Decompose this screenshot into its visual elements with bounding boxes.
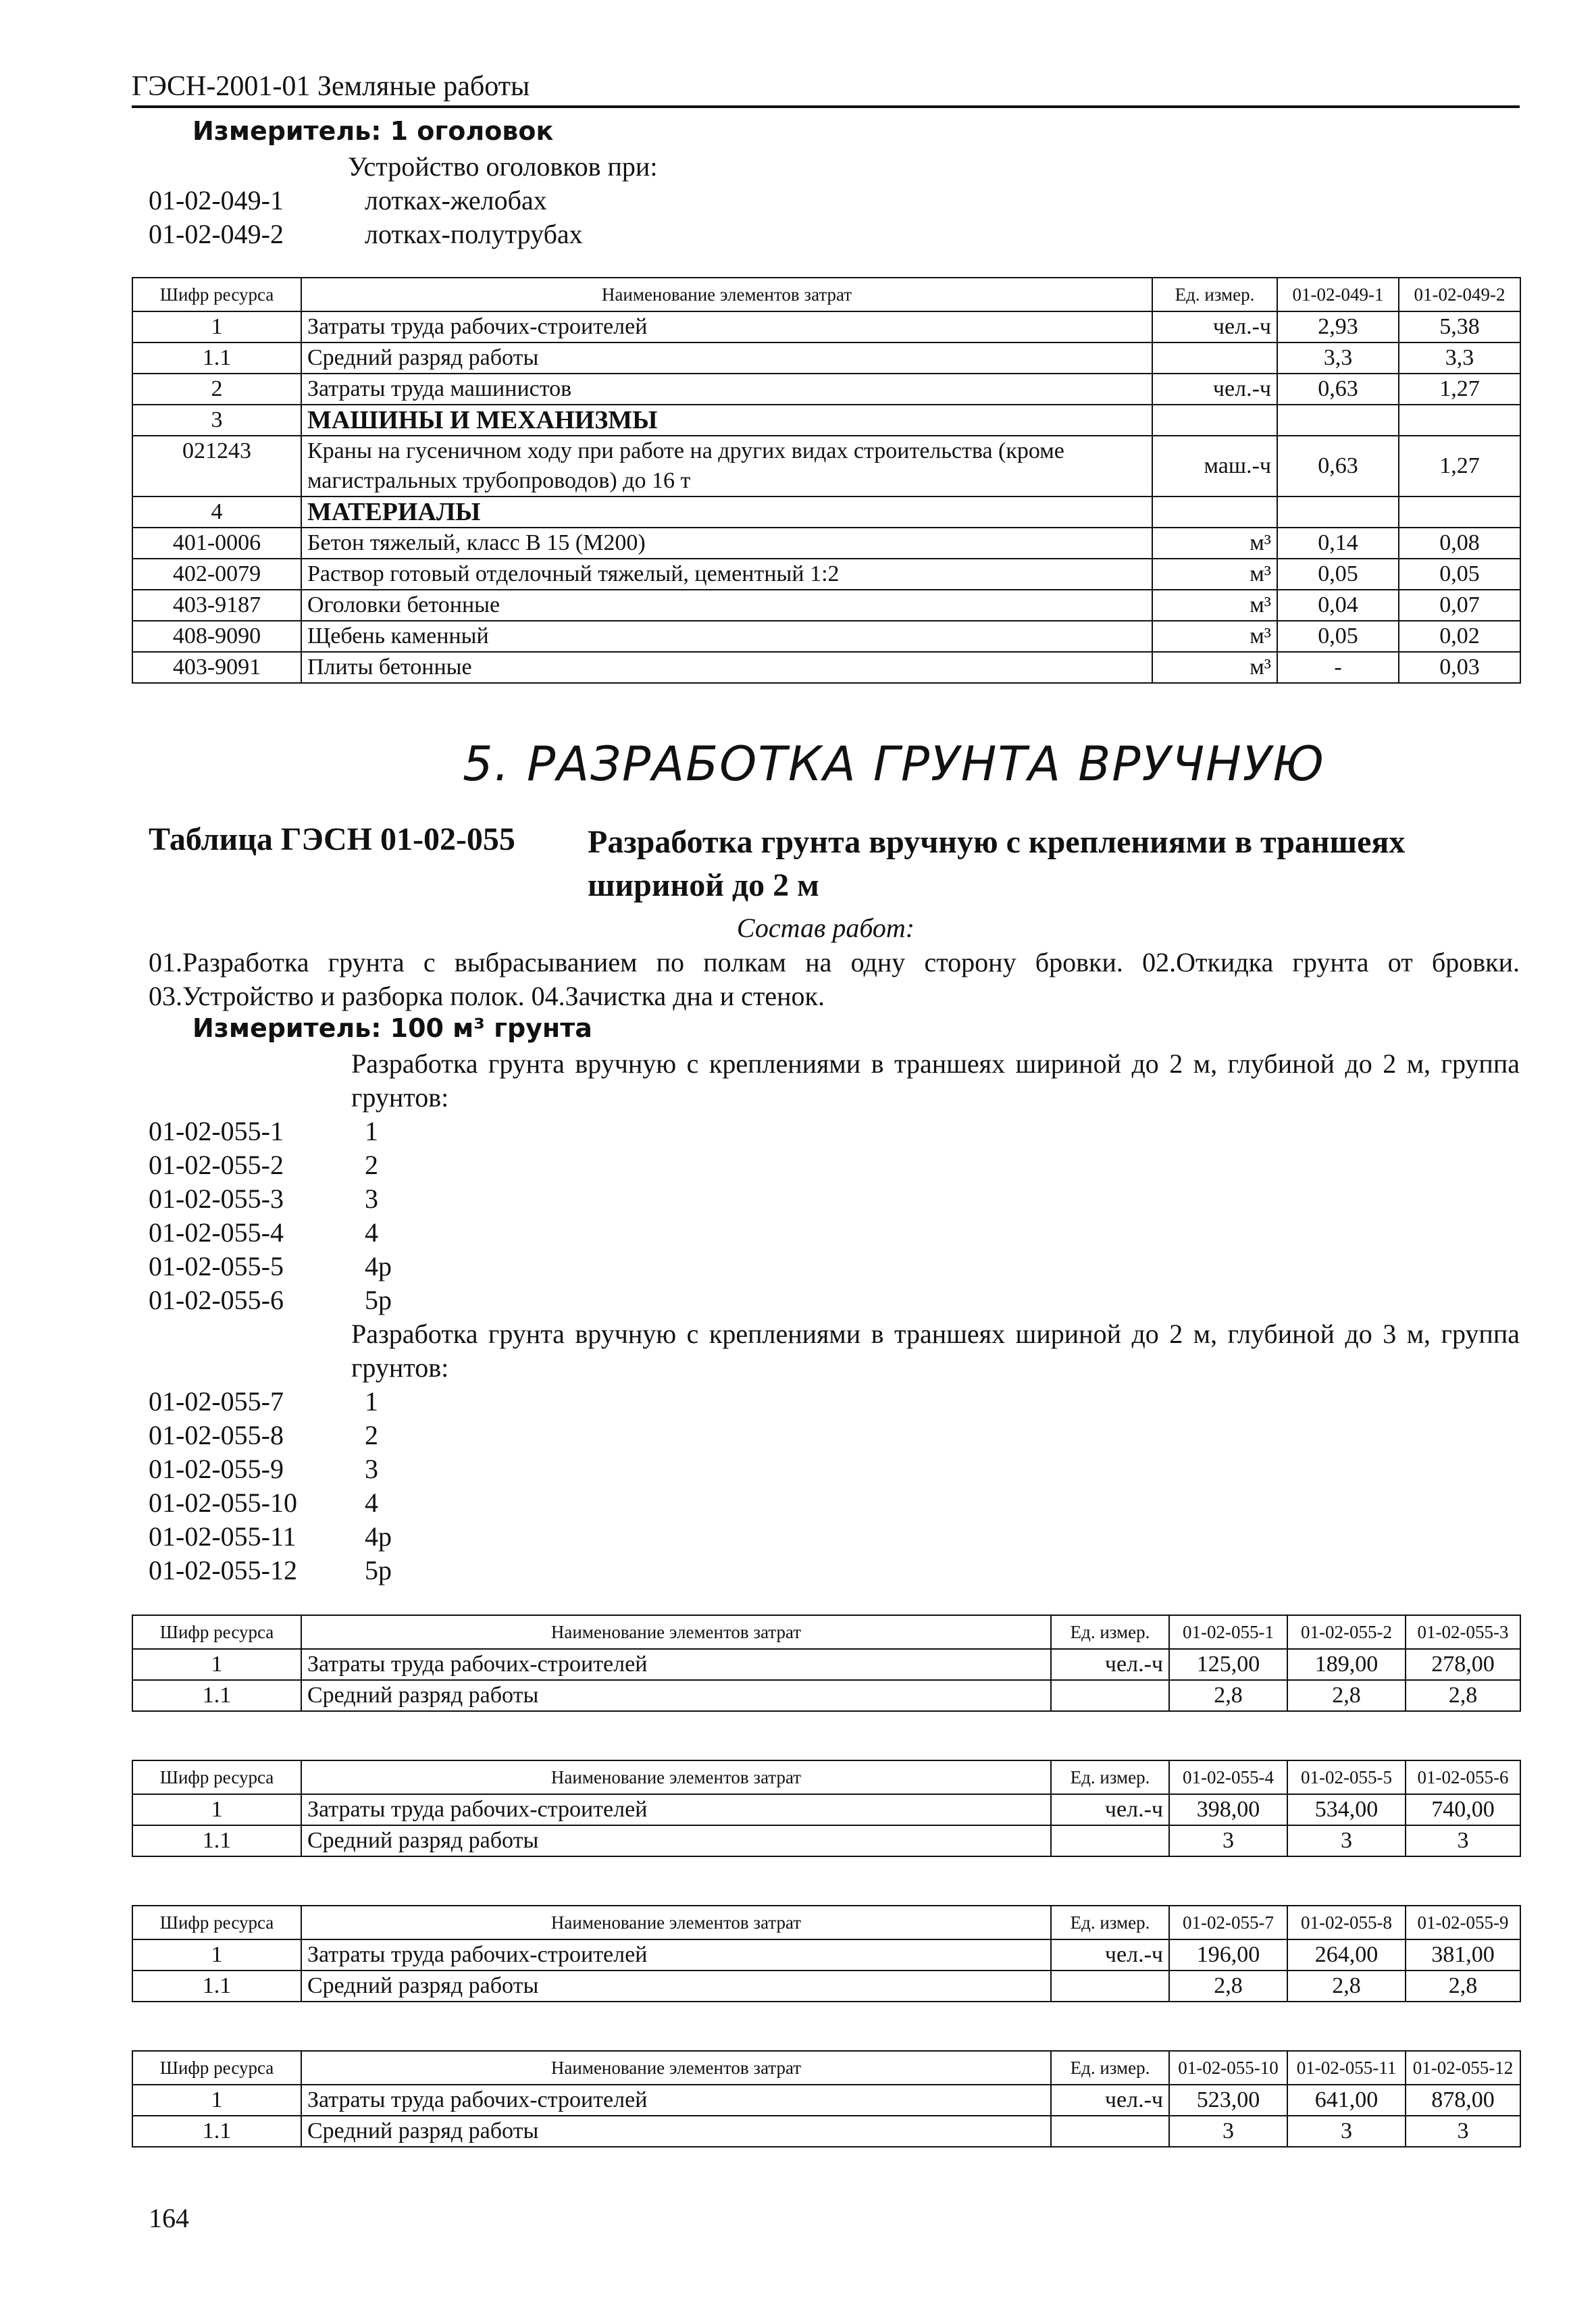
page-header: ГЭСН-2001-01 Земляные работы xyxy=(132,68,1520,108)
header-cell: Ед. измер. xyxy=(1152,278,1277,311)
table-row xyxy=(132,342,1520,374)
header-cell: 01-02-055-9 xyxy=(1406,1906,1520,1939)
resource-unit: м³ xyxy=(1152,652,1277,683)
table-header-row xyxy=(132,1760,1520,1794)
item-text: 5р xyxy=(365,1285,392,1315)
resource-value: 3 xyxy=(1406,1825,1520,1856)
resource-value: 1,27 xyxy=(1399,436,1520,497)
resource-value: 125,00 xyxy=(1169,1649,1287,1680)
resource-code: 402-0079 xyxy=(132,559,301,590)
resource-value: 2,8 xyxy=(1406,1971,1520,2002)
resource-name: Средний разряд работы xyxy=(301,1971,1051,2002)
resource-name: Средний разряд работы xyxy=(301,342,1152,374)
resource-name: Бетон тяжелый, класс В 15 (М200) xyxy=(301,528,1152,559)
resource-value: 3 xyxy=(1169,1825,1287,1856)
resource-unit: м³ xyxy=(1152,590,1277,621)
resource-code: 1.1 xyxy=(132,2116,301,2147)
resource-name: Краны на гусеничном ходу при работе на других видах строительства (кроме магистральных трубопроводов) до 16 т xyxy=(301,436,1152,497)
header-cell: 01-02-055-1 xyxy=(1169,1615,1287,1649)
table-row xyxy=(132,1794,1520,1825)
header-cell: 01-02-055-8 xyxy=(1287,1906,1406,1939)
resource-value: 0,03 xyxy=(1399,652,1520,683)
resource-value: 189,00 xyxy=(1287,1649,1406,1680)
measure-label: Измеритель: 1 оголовок xyxy=(192,116,554,146)
measure-label: Измеритель: 100 м³ грунта xyxy=(192,1013,592,1043)
table-header-row xyxy=(132,278,1520,311)
table-header-row xyxy=(132,2051,1520,2085)
resource-name: Затраты труда машинистов xyxy=(301,374,1152,405)
header-cell: Наименование элементов затрат xyxy=(301,2051,1051,2085)
resource-value: 196,00 xyxy=(1169,1939,1287,1971)
header-cell: 01-02-055-5 xyxy=(1287,1760,1406,1794)
table-row xyxy=(132,2085,1520,2116)
resource-name: Затраты труда рабочих-строителей xyxy=(301,2085,1051,2116)
resource-value: 2,8 xyxy=(1169,1680,1287,1711)
resource-name: Раствор готовый отделочный тяжелый, цементный 1:2 xyxy=(301,559,1152,590)
item-code: 01-02-049-1 xyxy=(149,185,284,215)
resource-value: 3 xyxy=(1287,2116,1406,2147)
resource-value: 0,63 xyxy=(1277,436,1399,497)
resource-value: 740,00 xyxy=(1406,1794,1520,1825)
resource-value xyxy=(1399,405,1520,436)
item-code: 01-02-055-5 xyxy=(149,1251,284,1281)
table-row xyxy=(132,559,1520,590)
resource-code: 1 xyxy=(132,1649,301,1680)
resource-value: 398,00 xyxy=(1169,1794,1287,1825)
resource-unit: чел.-ч xyxy=(1051,1794,1169,1825)
resource-value: 278,00 xyxy=(1406,1649,1520,1680)
item-text: 2 xyxy=(365,1150,378,1180)
item-code: 01-02-055-6 xyxy=(149,1285,284,1315)
table-row xyxy=(132,497,1520,528)
header-cell: 01-02-055-2 xyxy=(1287,1615,1406,1649)
resource-value: 523,00 xyxy=(1169,2085,1287,2116)
resource-code: 3 xyxy=(132,405,301,436)
header-cell: Шифр ресурса xyxy=(132,1760,301,1794)
resource-value: 3 xyxy=(1287,1825,1406,1856)
header-cell: 01-02-055-4 xyxy=(1169,1760,1287,1794)
header-cell: 01-02-055-10 xyxy=(1169,2051,1287,2085)
variant-intro: Разработка грунта вручную с креплениями в траншеях шириной до 2 м, глубиной до 2 м, группа грунтов: xyxy=(351,1048,1520,1113)
resource-unit xyxy=(1051,1971,1169,2002)
table-row xyxy=(132,1825,1520,1856)
resource-unit: маш.-ч xyxy=(1152,436,1277,497)
resource-unit: чел.-ч xyxy=(1051,2085,1169,2116)
header-cell: Ед. измер. xyxy=(1051,1906,1169,1939)
table-header-row xyxy=(132,1906,1520,1939)
resource-unit: чел.-ч xyxy=(1051,1649,1169,1680)
item-text: 1 xyxy=(365,1116,378,1146)
item-text: 3 xyxy=(365,1184,378,1214)
header-cell: 01-02-055-6 xyxy=(1406,1760,1520,1794)
resource-unit xyxy=(1051,1825,1169,1856)
header-cell: Наименование элементов затрат xyxy=(301,1760,1051,1794)
resource-value: 2,8 xyxy=(1406,1680,1520,1711)
resource-table-055-1 xyxy=(132,1615,1521,1712)
item-code: 01-02-055-2 xyxy=(149,1150,284,1180)
resource-value: 878,00 xyxy=(1406,2085,1520,2116)
intro-text: Устройство оголовков при: xyxy=(348,151,658,182)
item-text: лотках-желобах xyxy=(365,185,547,215)
resource-name: Оголовки бетонные xyxy=(301,590,1152,621)
header-cell: 01-02-055-12 xyxy=(1406,2051,1520,2085)
resource-value: 0,07 xyxy=(1399,590,1520,621)
resource-name: Затраты труда рабочих-строителей xyxy=(301,1794,1051,1825)
item-text: 4 xyxy=(365,1217,378,1248)
resource-code: 1 xyxy=(132,1939,301,1971)
resource-value: 0,08 xyxy=(1399,528,1520,559)
resource-unit: чел.-ч xyxy=(1152,374,1277,405)
resource-value: 0,05 xyxy=(1399,559,1520,590)
header-cell: Ед. измер. xyxy=(1051,1760,1169,1794)
table-row xyxy=(132,528,1520,559)
header-cell: Шифр ресурса xyxy=(132,278,301,311)
resource-name: Средний разряд работы xyxy=(301,1825,1051,1856)
item-text: 4р xyxy=(365,1521,392,1552)
resource-code: 1.1 xyxy=(132,1971,301,2002)
resource-name: Средний разряд работы xyxy=(301,2116,1051,2147)
resource-value: 2,8 xyxy=(1287,1971,1406,2002)
resource-value: 0,04 xyxy=(1277,590,1399,621)
variant-intro: Разработка грунта вручную с креплениями в траншеях шириной до 2 м, глубиной до 3 м, группа грунтов: xyxy=(351,1319,1520,1383)
table-row xyxy=(132,652,1520,683)
header-cell: 01-02-055-3 xyxy=(1406,1615,1520,1649)
header-cell: 01-02-055-11 xyxy=(1287,2051,1406,2085)
resource-value: 2,8 xyxy=(1287,1680,1406,1711)
item-code: 01-02-055-3 xyxy=(149,1184,284,1214)
work-composition-heading: Состав работ: xyxy=(736,913,915,943)
header-cell: Шифр ресурса xyxy=(132,1615,301,1649)
document-page xyxy=(132,0,1520,2313)
resource-name: Затраты труда рабочих-строителей xyxy=(301,1649,1051,1680)
table-row xyxy=(132,1939,1520,1971)
table-row xyxy=(132,436,1520,497)
work-composition-text: 01.Разработка грунта с выбрасыванием по полкам на одну сторону бровки. 02.Откидка грунта от бровки. 03.Устройство и разборка полок. 04.Зачистка дна и стенок. xyxy=(149,947,1520,1011)
section-title: 5. РАЗРАБОТКА ГРУНТА ВРУЧНУЮ xyxy=(463,736,1325,792)
resource-value xyxy=(1399,497,1520,528)
resource-code: 2 xyxy=(132,374,301,405)
item-text: 2 xyxy=(365,1420,378,1450)
resource-name: Средний разряд работы xyxy=(301,1680,1051,1711)
table-row xyxy=(132,1971,1520,2002)
table-row xyxy=(132,405,1520,436)
group-heading: МАШИНЫ И МЕХАНИЗМЫ xyxy=(301,405,1152,436)
resource-value xyxy=(1277,497,1399,528)
item-code: 01-02-049-2 xyxy=(149,219,284,249)
resource-unit xyxy=(1152,405,1277,436)
header-cell: 01-02-055-7 xyxy=(1169,1906,1287,1939)
resource-value: 0,14 xyxy=(1277,528,1399,559)
header-cell: 01-02-049-2 xyxy=(1399,278,1520,311)
resource-unit: чел.-ч xyxy=(1051,1939,1169,1971)
resource-table-055-2 xyxy=(132,1760,1521,1857)
item-text: лотках-полутрубах xyxy=(365,219,583,249)
resource-code: 4 xyxy=(132,497,301,528)
resource-code: 021243 xyxy=(132,436,301,497)
resource-unit xyxy=(1152,497,1277,528)
resource-code: 401-0006 xyxy=(132,528,301,559)
resource-value: 0,05 xyxy=(1277,621,1399,652)
resource-unit xyxy=(1051,2116,1169,2147)
resource-value: 3 xyxy=(1406,2116,1520,2147)
header-cell: Шифр ресурса xyxy=(132,1906,301,1939)
resource-value: 0,05 xyxy=(1277,559,1399,590)
table-row xyxy=(132,1649,1520,1680)
table-row xyxy=(132,621,1520,652)
resource-code: 403-9091 xyxy=(132,652,301,683)
resource-name: Плиты бетонные xyxy=(301,652,1152,683)
resource-value: 381,00 xyxy=(1406,1939,1520,1971)
resource-value xyxy=(1277,405,1399,436)
table-row xyxy=(132,311,1520,342)
resource-code: 408-9090 xyxy=(132,621,301,652)
resource-value: 641,00 xyxy=(1287,2085,1406,2116)
item-text: 3 xyxy=(365,1454,378,1484)
table-row xyxy=(132,374,1520,405)
item-code: 01-02-055-1 xyxy=(149,1116,284,1146)
item-code: 01-02-055-11 xyxy=(149,1521,297,1552)
resource-table-049 xyxy=(132,277,1521,684)
resource-unit: чел.-ч xyxy=(1152,311,1277,342)
resource-value: 0,63 xyxy=(1277,374,1399,405)
item-code: 01-02-055-10 xyxy=(149,1488,297,1518)
table-row xyxy=(132,1680,1520,1711)
item-code: 01-02-055-7 xyxy=(149,1386,284,1417)
resource-value: 264,00 xyxy=(1287,1939,1406,1971)
header-cell: Наименование элементов затрат xyxy=(301,1615,1051,1649)
item-code: 01-02-055-4 xyxy=(149,1217,284,1248)
resource-value: 1,27 xyxy=(1399,374,1520,405)
resource-unit: м³ xyxy=(1152,621,1277,652)
table-title: Разработка грунта вручную с креплениями в траншеях шириной до 2 м xyxy=(588,824,1406,903)
resource-value: 3,3 xyxy=(1399,342,1520,374)
resource-name: Затраты труда рабочих-строителей xyxy=(301,1939,1051,1971)
header-cell: Наименование элементов затрат xyxy=(301,278,1152,311)
resource-value: - xyxy=(1277,652,1399,683)
item-code: 01-02-055-12 xyxy=(149,1555,297,1585)
resource-value: 3 xyxy=(1169,2116,1287,2147)
item-code: 01-02-055-9 xyxy=(149,1454,284,1484)
resource-code: 1 xyxy=(132,1794,301,1825)
resource-code: 1 xyxy=(132,2085,301,2116)
resource-code: 1.1 xyxy=(132,1680,301,1711)
group-heading: МАТЕРИАЛЫ xyxy=(301,497,1152,528)
header-cell: 01-02-049-1 xyxy=(1277,278,1399,311)
resource-unit: м³ xyxy=(1152,559,1277,590)
resource-name: Щебень каменный xyxy=(301,621,1152,652)
resource-value: 3,3 xyxy=(1277,342,1399,374)
resource-value: 0,02 xyxy=(1399,621,1520,652)
item-code: 01-02-055-8 xyxy=(149,1420,284,1450)
resource-unit xyxy=(1051,1680,1169,1711)
resource-value: 2,8 xyxy=(1169,1971,1287,2002)
table-row xyxy=(132,2116,1520,2147)
resource-table-055-3 xyxy=(132,1905,1521,2002)
resource-code: 1.1 xyxy=(132,342,301,374)
resource-unit xyxy=(1152,342,1277,374)
item-text: 4 xyxy=(365,1488,378,1518)
resource-value: 2,93 xyxy=(1277,311,1399,342)
resource-value: 534,00 xyxy=(1287,1794,1406,1825)
item-text: 4р xyxy=(365,1251,392,1281)
resource-code: 1 xyxy=(132,311,301,342)
header-cell: Ед. измер. xyxy=(1051,2051,1169,2085)
resource-name: Затраты труда рабочих-строителей xyxy=(301,311,1152,342)
header-cell: Ед. измер. xyxy=(1051,1615,1169,1649)
table-label: Таблица ГЭСН 01-02-055 xyxy=(149,821,515,857)
resource-code: 403-9187 xyxy=(132,590,301,621)
table-header-row xyxy=(132,1615,1520,1649)
header-cell: Шифр ресурса xyxy=(132,2051,301,2085)
resource-value: 5,38 xyxy=(1399,311,1520,342)
resource-code: 1.1 xyxy=(132,1825,301,1856)
page-number: 164 xyxy=(149,2203,189,2233)
resource-unit: м³ xyxy=(1152,528,1277,559)
header-cell: Наименование элементов затрат xyxy=(301,1906,1051,1939)
table-row xyxy=(132,590,1520,621)
item-text: 5р xyxy=(365,1555,392,1585)
resource-table-055-4 xyxy=(132,2050,1521,2147)
item-text: 1 xyxy=(365,1386,378,1417)
